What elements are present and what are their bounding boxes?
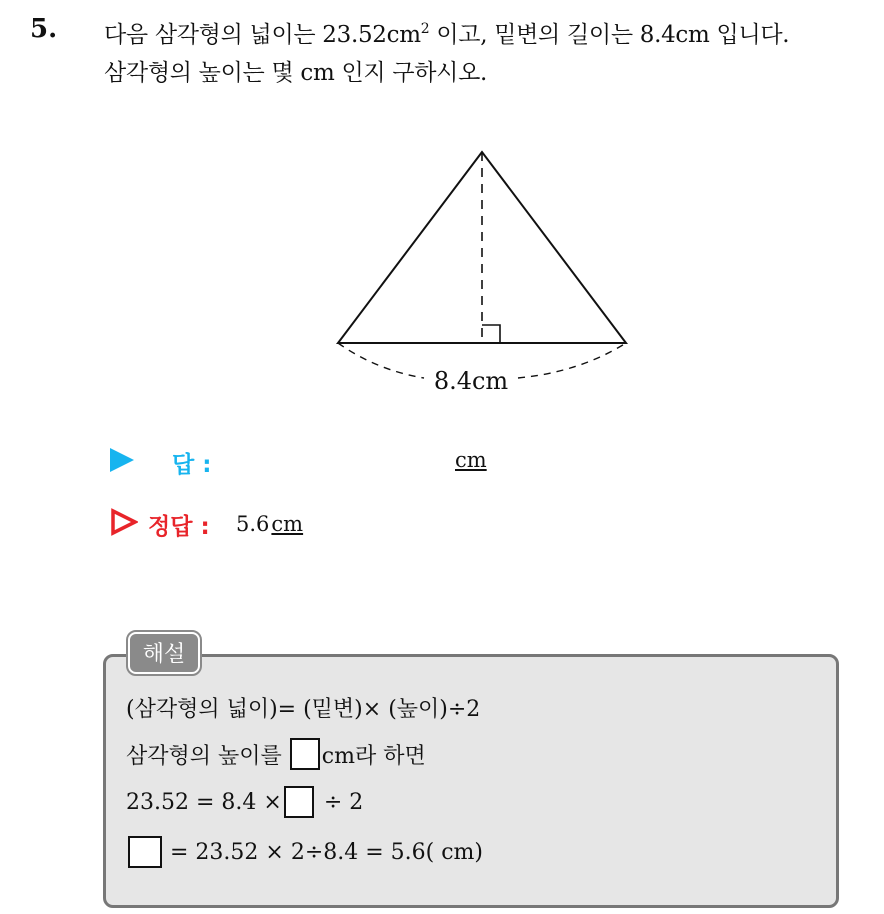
solution-line-4 <box>126 836 483 868</box>
superscript-exponent: 2 <box>420 21 430 37</box>
answer-unit: cm <box>455 448 487 472</box>
correct-answer-unit: cm <box>271 512 304 536</box>
base-brace-right <box>518 343 626 378</box>
right-angle-mark <box>482 325 500 343</box>
question-number: 5. <box>30 14 58 44</box>
answer-row <box>110 446 487 478</box>
outline-arrow-icon <box>110 508 138 536</box>
base-brace-left <box>338 343 424 378</box>
correct-answer-value-group <box>236 512 303 536</box>
blank-box <box>128 836 162 868</box>
solution-text: 삼각형의 높이를 <box>126 743 282 769</box>
triangle-figure <box>0 0 884 420</box>
base-length-label: 8.4cm <box>433 367 509 395</box>
solution-text: = 23.52 × 2÷8.4 = 5.6( cm) <box>170 839 483 865</box>
solution-tab: 해설 <box>128 632 200 674</box>
question-text-line-2: 삼각형의 높이는 몇 cm 인지 구하시오. <box>104 60 488 86</box>
answer-label: 답 : <box>172 452 212 478</box>
play-arrow-icon <box>110 448 134 472</box>
question-text-part: 이고, 밑변의 길이는 8.4cm 입니다. <box>429 22 790 48</box>
solution-text: ÷ 2 <box>323 789 364 815</box>
solution-line-1: (삼각형의 넓이)= (밑변)× (높이)÷2 <box>126 697 481 722</box>
solution-text: 23.52 = 8.4 × <box>126 789 282 815</box>
solution-line-3 <box>126 786 363 818</box>
question-text-part: 다음 삼각형의 넓이는 23.52cm <box>104 22 421 48</box>
correct-answer-label: 정답 : <box>148 514 210 540</box>
blank-box <box>284 786 314 818</box>
solution-text: cm라 하면 <box>321 743 426 769</box>
blank-box <box>290 738 320 770</box>
correct-answer-value: 5.6 <box>236 512 270 536</box>
solution-line-2 <box>126 738 426 770</box>
